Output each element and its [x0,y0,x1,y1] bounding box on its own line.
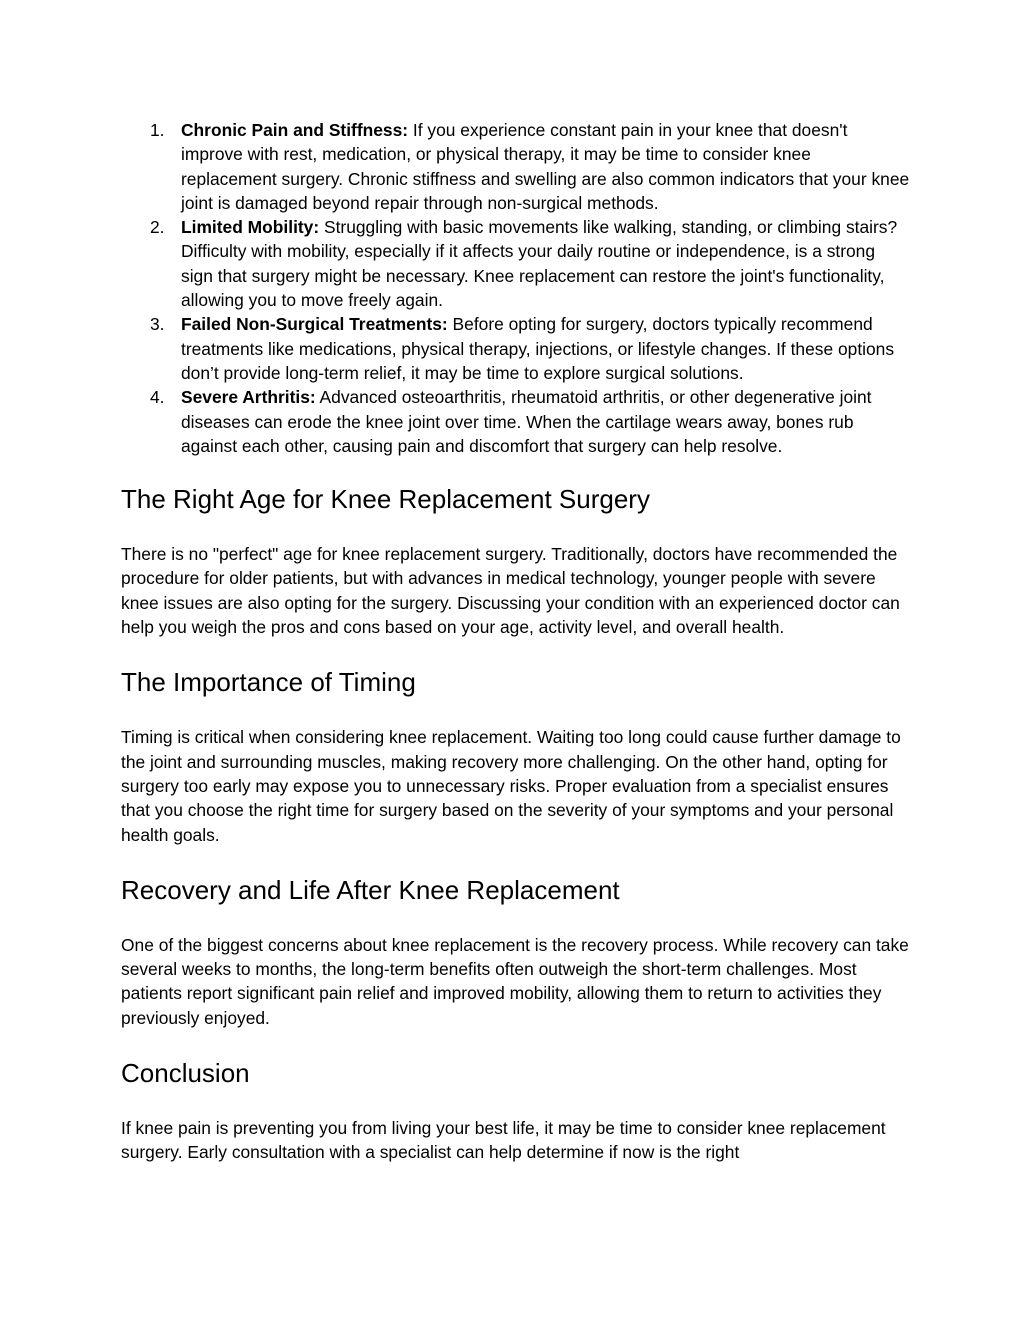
section-heading-right-age: The Right Age for Knee Replacement Surgery [121,484,650,515]
section-body-timing: Timing is critical when considering knee replacement. Waiting too long could cause further damage to the joint and surrounding muscles, making recovery more challenging. On the other hand, opting for surgery too early may expose you to unnecessary risks. Proper evaluation from a specialist ensures that you choose the right time for surgery based on the severity of your symptoms and your personal health goals. [121,727,901,845]
list-item-term: Limited Mobility: [181,217,320,238]
section-body-recovery: One of the biggest concerns about knee replacement is the recovery process. While recovery can take several weeks to months, the long-term benefits often outweigh the short-term challenges. Most patients report significant pain relief and improved mobility, allowing them to return to activities they previously enjoyed. [121,934,909,1028]
list-item-number: 2. [150,217,165,238]
list-item-number: 4. [150,387,165,408]
list-item-term: Failed Non-Surgical Treatments: [181,314,448,335]
section-heading-timing: The Importance of Timing [121,667,416,698]
list-item-text: Advanced osteoarthritis, rheumatoid arthritis, or other degenerative joint diseases can erode the knee joint over time. When the cartilage wears away, bones rub against each other, causing pain and discomfort that surgery can help resolve. [181,387,872,456]
document-page [121,118,911,1165]
list-item-text: Before opting for surgery, doctors typically recommend treatments like medications, physical therapy, injections, or lifestyle changes. If these options don’t provide long-term relief, it may be time to explore surgical solutions. [181,314,895,383]
list-item-number: 3. [150,314,165,335]
section-body-conclusion: If knee pain is preventing you from living your best life, it may be time to consider knee replacement surgery. Early consultation with a specialist can help determine if now is the right [121,1118,886,1163]
list-item [121,118,911,215]
list-item-term: Severe Arthritis: [181,387,316,408]
list-item [121,312,911,385]
reasons-list [121,118,911,458]
list-item-term: Chronic Pain and Stiffness: [181,120,409,140]
list-item [121,385,911,458]
list-item-number: 1. [150,120,165,140]
list-item-text: Struggling with basic movements like walking, standing, or climbing stairs? Difficulty with mobility, especially if it affects your daily routine or independence, is a strong sign that surgery might be necessary. Knee replacement can restore the joint's functionality, allowing you to move freely again. [181,217,898,311]
section-body-right-age: There is no "perfect" age for knee replacement surgery. Traditionally, doctors have recommended the procedure for older patients, but with advances in medical technology, younger people with severe knee issues are also opting for the surgery. Discussing your condition with an experienced doctor can help you weigh the pros and cons based on your age, activity level, and overall health. [121,544,900,638]
list-item [121,215,911,312]
section-heading-conclusion: Conclusion [121,1058,250,1089]
list-item-text: If you experience constant pain in your knee that doesn't improve with rest, medication, or physical therapy, it may be time to consider knee replacement surgery. Chronic stiffness and swelling are also common indicators that your knee joint is damaged beyond repair through non-surgical methods. [181,120,910,213]
section-heading-recovery: Recovery and Life After Knee Replacement [121,874,620,905]
